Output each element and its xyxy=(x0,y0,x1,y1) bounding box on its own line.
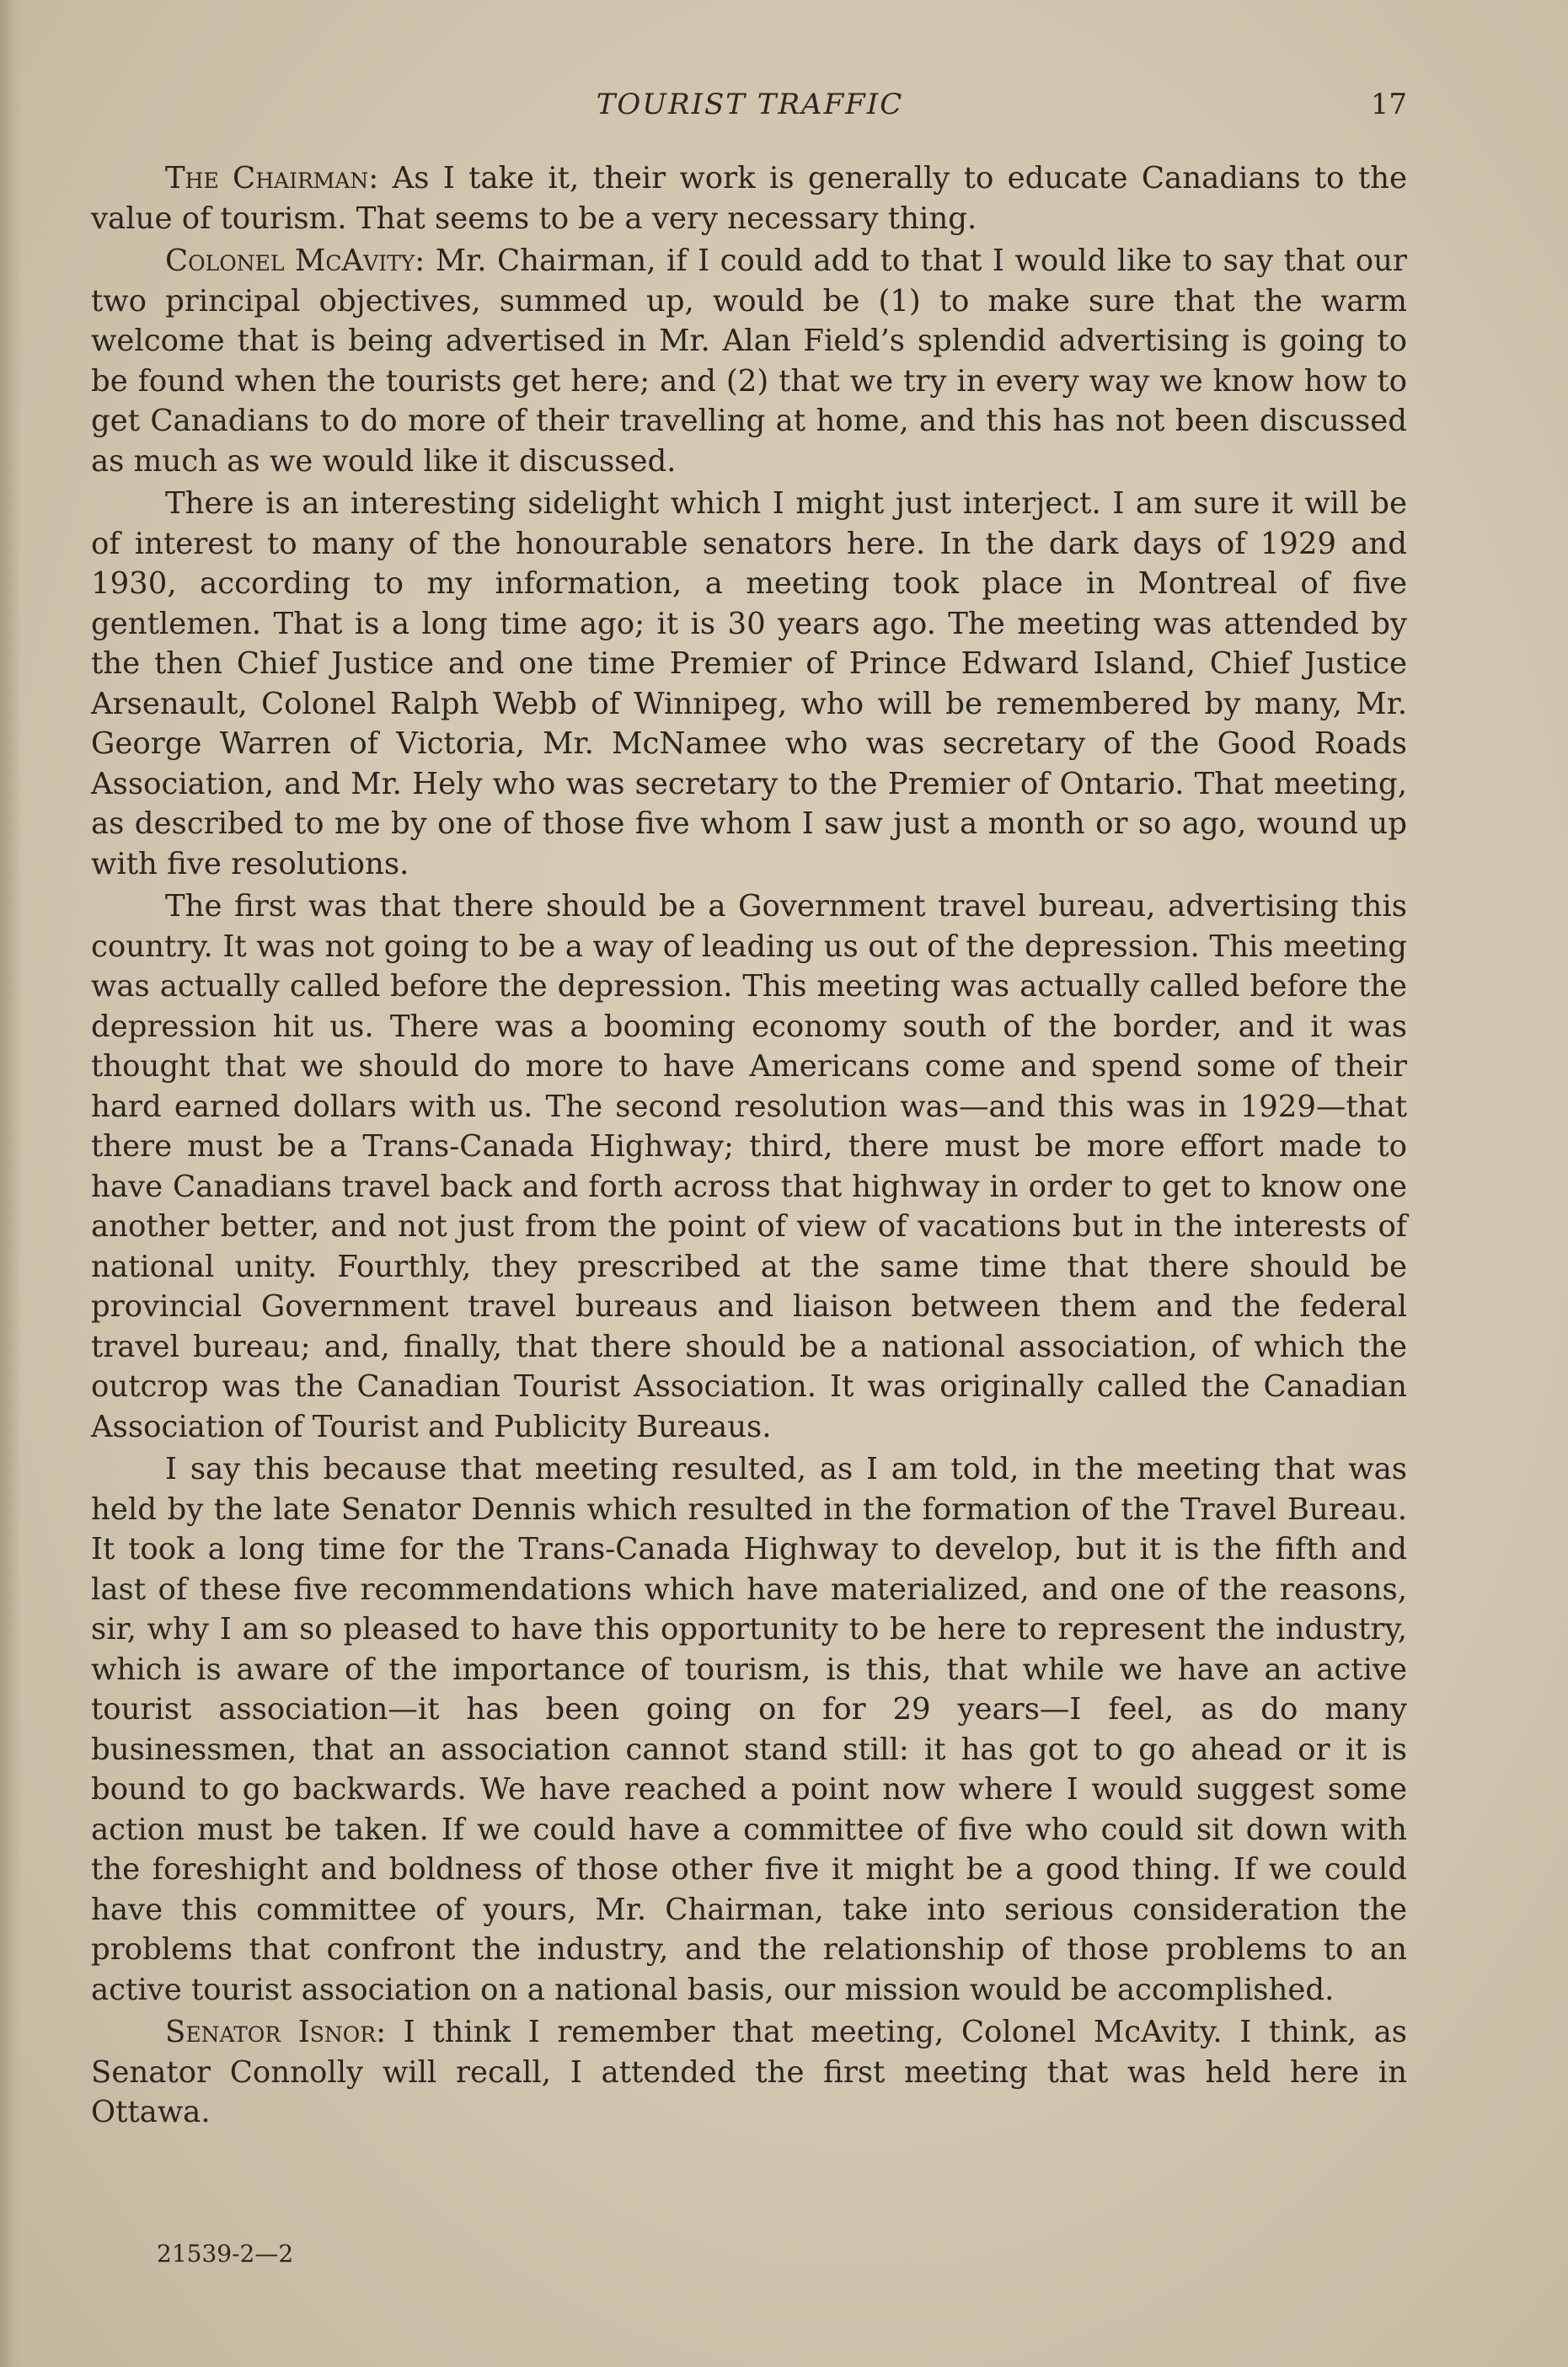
body-text xyxy=(91,158,1407,2133)
paragraph xyxy=(91,484,1407,884)
paragraph xyxy=(91,1449,1407,2010)
paragraph-text: As I take it, their work is generally to educate Canadians to the value of tourism. That seems to be a very necessary thing. xyxy=(91,161,1407,236)
speaker-name: Senator Isnor: xyxy=(165,2015,387,2049)
speaker-name: Colonel McAvity: xyxy=(165,244,425,278)
paragraph-text: There is an interesting sidelight which I might just interject. I am sure it will be of interest to many of the honourable senators here. In the dark days of 1929 and 1930, according to my information, a meeting took place in Montreal of five gentlemen. That is a long time ago; it is 30 years ago. The meeting was attended by the then Chief Justice and one time Premier of Prince Edward Island, Chief Justice Arsenault, Colonel Ralph Webb of Winnipeg, who will be remembered by many, Mr. George Warren of Victoria, Mr. McNamee who was secretary of the Good Roads Association, and Mr. Hely who was secretary to the Premier of Ontario. That meeting, as described to me by one of those five whom I saw just a month or so ago, wound up with five resolutions. xyxy=(91,486,1407,881)
paragraph xyxy=(91,2012,1407,2133)
paragraph-text: I think I remember that meeting, Colonel McAvity. I think, as Senator Connolly will recall, I attended the first meeting that was held here in Ottawa. xyxy=(91,2015,1407,2129)
paragraph-text: The first was that there should be a Government travel bureau, advertising this country. It was not going to be a way of leading us out of the depression. This meeting was actually called before the depression. This meeting was actually called before the depression hit us. There was a booming economy south of the border, and it was thought that we should do more to have Americans come and spend some of their hard earned dollars with us. The second resolution was—and this was in 1929—that there must be a Trans-Canada Highway; third, there must be more effort made to have Canadians travel back and forth across that highway in order to get to know one another better, and not just from the point of view of vacations but in the interests of national unity. Fourthly, they prescribed at the same time that there should be provincial Government travel bureaus and liaison between them and the federal travel bureau; and, finally, that there should be a national association, of which the outcrop was the Canadian Tourist Association. It was originally called the Canadian Association of Tourist and Publicity Bureaus. xyxy=(91,889,1407,1444)
binding-shadow xyxy=(0,0,22,2367)
page-header xyxy=(93,88,1407,130)
page-number: 17 xyxy=(1370,88,1407,121)
speaker-name: The Chairman: xyxy=(165,161,379,195)
paragraph-text: Mr. Chairman, if I could add to that I would like to say that our two principal objectives, summed up, would be (1) to make sure that the warm welcome that is being advertised in Mr. Alan Field’s splendid advertising is going to be found when the tourists get here; and (2) that we try in every way we know how to get Canadians to do more of their travelling at home, and this has not been discussed as much as we would like it discussed. xyxy=(91,244,1407,479)
signature-mark: 21539-2—2 xyxy=(157,2240,294,2268)
paragraph-text: I say this because that meeting resulted, as I am told, in the meeting that was held by the late Senator Dennis which resulted in the formation of the Travel Bureau. It took a long time for the Trans-Canada Highway to develop, but it is the fifth and last of these five recommendations which have materialized, and one of the reasons, sir, why I am so pleased to have this opportunity to be here to represent the industry, which is aware of the importance of tourism, is this, that while we have an active tourist association—it has been going on for 29 years—I feel, as do many businessmen, that an association cannot stand still: it has got to go ahead or it is bound to go backwards. We have reached a point now where I would suggest some action must be taken. If we could have a committee of five who could sit down with the foreshight and boldness of those other five it might be a good thing. If we could have this committee of yours, Mr. Chairman, take into serious consideration the problems that confront the industry, and the relationship of those problems to an active tourist association on a national basis, our mission would be accomplished. xyxy=(91,1452,1407,2007)
paragraph xyxy=(91,158,1407,238)
paragraph xyxy=(91,241,1407,481)
running-head: TOURIST TRAFFIC xyxy=(596,88,904,121)
paragraph xyxy=(91,886,1407,1447)
